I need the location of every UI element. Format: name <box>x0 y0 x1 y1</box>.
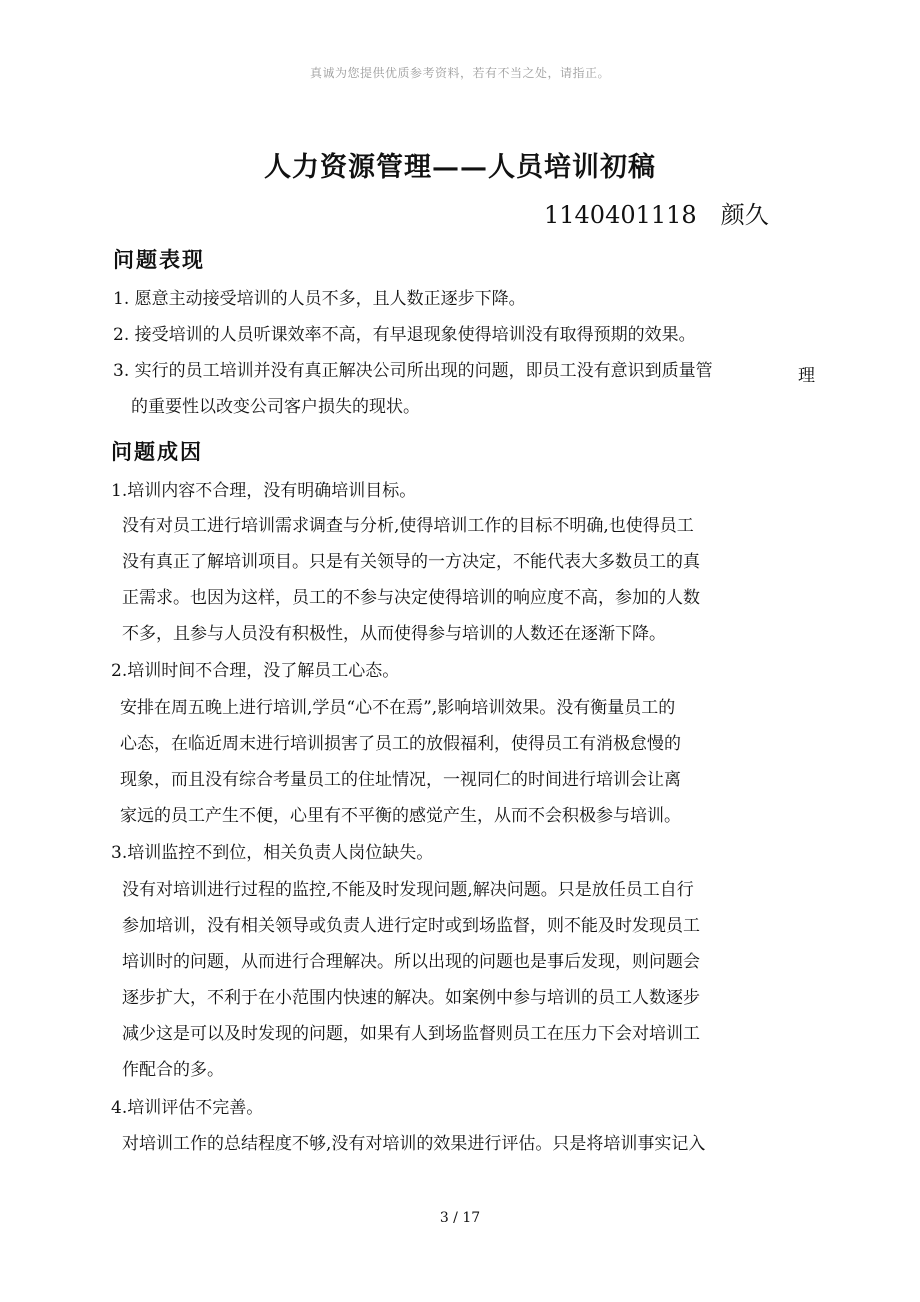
cause-heading-4: 4.培训评估不完善。 <box>111 1098 264 1118</box>
cause-text-line: 家远的员工产生不便，心里有不平衡的感觉产生，从而不会积极参与培训。 <box>120 806 681 826</box>
cause-text-line: 减少这是可以及时发现的问题，如果有人到场监督则员工在压力下会对培训工 <box>122 1024 700 1044</box>
cause-text-line: 作配合的多。 <box>122 1060 224 1080</box>
section-heading-problems: 问题表现 <box>113 247 205 272</box>
cause-text-line: 逐步扩大，不利于在小范围内快速的解决。如案例中参与培训的员工人数逐步 <box>122 988 700 1008</box>
cause-text-line: 现象，而且没有综合考量员工的住址情况，一视同仁的时间进行培训会让离 <box>120 770 681 790</box>
cause-text-line: 培训时的问题，从而进行合理解决。所以出现的问题也是事后发现，则问题会 <box>122 952 700 972</box>
problem-item-3-cont: 的重要性以改变公司客户损失的现状。 <box>131 397 420 417</box>
document-title: 人力资源管理——人员培训初稿 <box>264 152 656 183</box>
problem-item-1: 1. 愿意主动接受培训的人员不多，且人数正逐步下降。 <box>113 289 526 309</box>
page-number: 3 / 17 <box>439 1210 481 1226</box>
watermark-header: 真诚为您提供优质参考资料，若有不当之处，请指正。 <box>309 66 610 80</box>
cause-text-line: 正需求。也因为这样，员工的不参与决定使得培训的响应度不高，参加的人数 <box>122 588 700 608</box>
cause-text-line: 没有对员工进行培训需求调查与分析,使得培训工作的目标不明确,也使得员工 <box>122 516 694 536</box>
problem-item-3: 3. 实行的员工培训并没有真正解决公司所出现的问题，即员工没有意识到质量管 <box>113 361 713 381</box>
cause-text-line: 安排在周五晚上进行培训,学员“心不在焉”,影响培训效果。没有衡量员工的 <box>120 698 676 718</box>
student-id: 1140401118 <box>544 201 697 229</box>
cause-heading-3: 3.培训监控不到位，相关负责人岗位缺失。 <box>111 843 434 863</box>
cause-heading-1: 1.培训内容不合理，没有明确培训目标。 <box>111 481 417 501</box>
cause-text-line: 没有对培训进行过程的监控,不能及时发现问题,解决问题。只是放任员工自行 <box>122 880 694 900</box>
author-line <box>544 195 769 230</box>
cause-text-line: 没有真正了解培训项目。只是有关领导的一方决定，不能代表大多数员工的真 <box>122 552 700 572</box>
problem-item-2: 2. 接受培训的人员听课效率不高，有早退现象使得培训没有取得预期的效果。 <box>113 325 696 345</box>
problem-item-3-tail: 理 <box>798 366 815 386</box>
cause-heading-2: 2.培训时间不合理，没了解员工心态。 <box>111 661 400 681</box>
cause-text-line: 对培训工作的总结程度不够,没有对培训的效果进行评估。只是将培训事实记入 <box>122 1134 706 1154</box>
author-name: 颜久 <box>720 201 769 229</box>
cause-text-line: 不多，且参与人员没有积极性，从而使得参与培训的人数还在逐渐下降。 <box>122 624 666 644</box>
cause-text-line: 心态，在临近周末进行培训损害了员工的放假福利，使得员工有消极怠慢的 <box>120 734 681 754</box>
cause-text-line: 参加培训，没有相关领导或负责人进行定时或到场监督，则不能及时发现员工 <box>122 916 700 936</box>
section-heading-causes: 问题成因 <box>111 439 203 464</box>
